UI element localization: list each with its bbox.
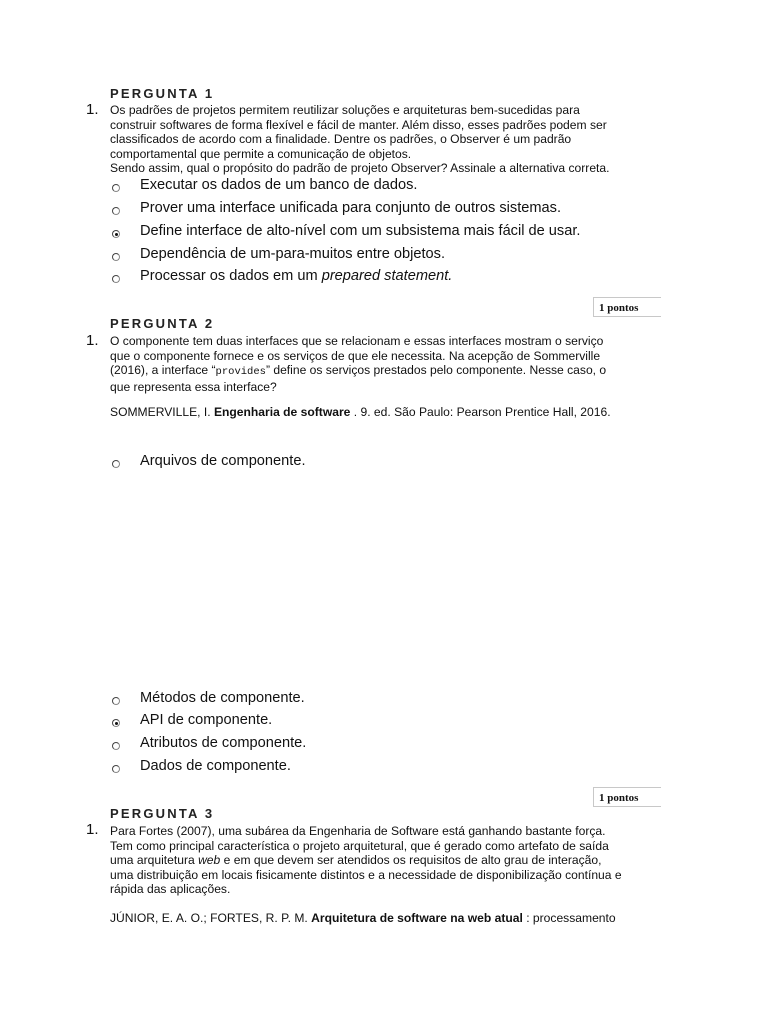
question-1-line: comportamental que permite a comunicação de objetos. bbox=[110, 146, 412, 161]
option-label: Métodos de componente. bbox=[140, 690, 305, 706]
radio-button[interactable] bbox=[112, 765, 120, 773]
question-1-line: Os padrões de projetos permitem reutilizar soluções e arquiteturas bem-sucedidas para bbox=[110, 103, 580, 117]
radio-button[interactable] bbox=[112, 460, 120, 468]
q2-option-2[interactable] bbox=[112, 687, 305, 709]
q1-option-5[interactable] bbox=[112, 265, 452, 287]
question-3-line bbox=[110, 853, 662, 868]
q2-option-1[interactable] bbox=[112, 450, 306, 472]
ref-title: Arquitetura de software na web atual bbox=[311, 911, 523, 925]
ref-text: : processamento bbox=[522, 911, 616, 925]
ref-title: Engenharia de software bbox=[213, 405, 351, 419]
radio-button[interactable] bbox=[112, 742, 120, 750]
text-segment: uma arquitetura bbox=[110, 853, 199, 867]
radio-button[interactable] bbox=[112, 230, 120, 238]
q2-option-5[interactable] bbox=[112, 755, 291, 777]
radio-button[interactable] bbox=[112, 697, 120, 705]
q1-option-3[interactable] bbox=[112, 220, 580, 242]
question-2-line: que representa essa interface? bbox=[110, 379, 277, 394]
points-badge: 1 pontos bbox=[593, 297, 661, 317]
option-label: Atributos de componente. bbox=[140, 735, 307, 751]
question-3-reference bbox=[110, 911, 670, 926]
option-label: Define interface de alto-nível com um subsistema mais fácil de usar. bbox=[140, 223, 581, 239]
question-1-text bbox=[110, 103, 662, 176]
q1-option-2[interactable] bbox=[112, 197, 561, 219]
q1-option-1[interactable] bbox=[112, 174, 417, 196]
question-3-line: uma distribuição em locais fisicamente distintos e a necessidade de disponibilização contínua e bbox=[110, 867, 622, 882]
question-1-line: Sendo assim, qual o propósito do padrão de projeto Observer? Assinale a alternativa correta. bbox=[110, 161, 610, 175]
question-1-line: classificados de acordo com a finalidade. Dentre os padrões, o Observer é um padrão bbox=[110, 132, 572, 146]
radio-button[interactable] bbox=[112, 275, 120, 283]
ref-text: JÚNIOR, E. A. O.; FORTES, R. P. M. bbox=[110, 911, 312, 925]
question-2-title: PERGUNTA 2 bbox=[110, 316, 215, 331]
q2-option-3[interactable] bbox=[112, 709, 272, 731]
ref-text: . 9. ed. São Paulo: Pearson Prentice Hall, 2016. bbox=[350, 405, 611, 419]
question-1-number: 1. bbox=[86, 101, 99, 118]
option-label: Arquivos de componente. bbox=[140, 453, 306, 469]
question-3-number: 1. bbox=[86, 821, 99, 838]
italic-term: web bbox=[198, 853, 221, 867]
option-label-text: Processar os dados em um bbox=[140, 268, 322, 284]
question-3-line: Para Fortes (2007), uma subárea da Engenharia de Software está ganhando bastante força. bbox=[110, 824, 606, 838]
question-2-line: O componente tem duas interfaces que se relacionam e essas interfaces mostram o serviço bbox=[110, 334, 604, 348]
question-3-text bbox=[110, 824, 662, 897]
option-label: API de componente. bbox=[140, 712, 273, 728]
question-1-line: construir softwares de forma flexível e fácil de manter. Além disso, esses padrões podem ser bbox=[110, 117, 607, 132]
radio-button[interactable] bbox=[112, 719, 120, 727]
q2-option-4[interactable] bbox=[112, 732, 306, 754]
question-3-line: Tem como principal característica o projeto arquitetural, que é gerado como artefato de saída bbox=[110, 838, 609, 853]
question-2-line bbox=[110, 363, 662, 380]
question-1-title: PERGUNTA 1 bbox=[110, 86, 215, 101]
points-badge: 1 pontos bbox=[593, 787, 661, 807]
text-segment: ” define os serviços prestados pelo componente. Nesse caso, o bbox=[265, 363, 607, 377]
option-label: Dados de componente. bbox=[140, 758, 291, 774]
q1-option-4[interactable] bbox=[112, 243, 445, 265]
radio-button[interactable] bbox=[112, 207, 120, 215]
question-2-reference bbox=[110, 405, 670, 420]
option-label-italic: prepared statement. bbox=[321, 268, 453, 284]
radio-button[interactable] bbox=[112, 253, 120, 261]
code-term: provides bbox=[215, 366, 266, 378]
text-segment: (2016), a interface “ bbox=[110, 363, 216, 377]
option-label: Executar os dados de um banco de dados. bbox=[140, 177, 418, 193]
option-label: Dependência de um-para-muitos entre objetos. bbox=[140, 246, 446, 262]
radio-button[interactable] bbox=[112, 184, 120, 192]
text-segment: e em que devem ser atendidos os requisitos de alto grau de interação, bbox=[220, 853, 602, 867]
question-2-text bbox=[110, 334, 662, 394]
question-3-line: rápida das aplicações. bbox=[110, 882, 231, 896]
ref-text: SOMMERVILLE, I. bbox=[110, 405, 214, 419]
option-label: Prover uma interface unificada para conjunto de outros sistemas. bbox=[140, 200, 562, 216]
option-label bbox=[140, 268, 452, 284]
question-2-number: 1. bbox=[86, 332, 99, 349]
question-3-title: PERGUNTA 3 bbox=[110, 806, 215, 821]
question-2-line: que o componente fornece e os serviços de que ele necessita. Na acepção de Sommerville bbox=[110, 348, 601, 363]
